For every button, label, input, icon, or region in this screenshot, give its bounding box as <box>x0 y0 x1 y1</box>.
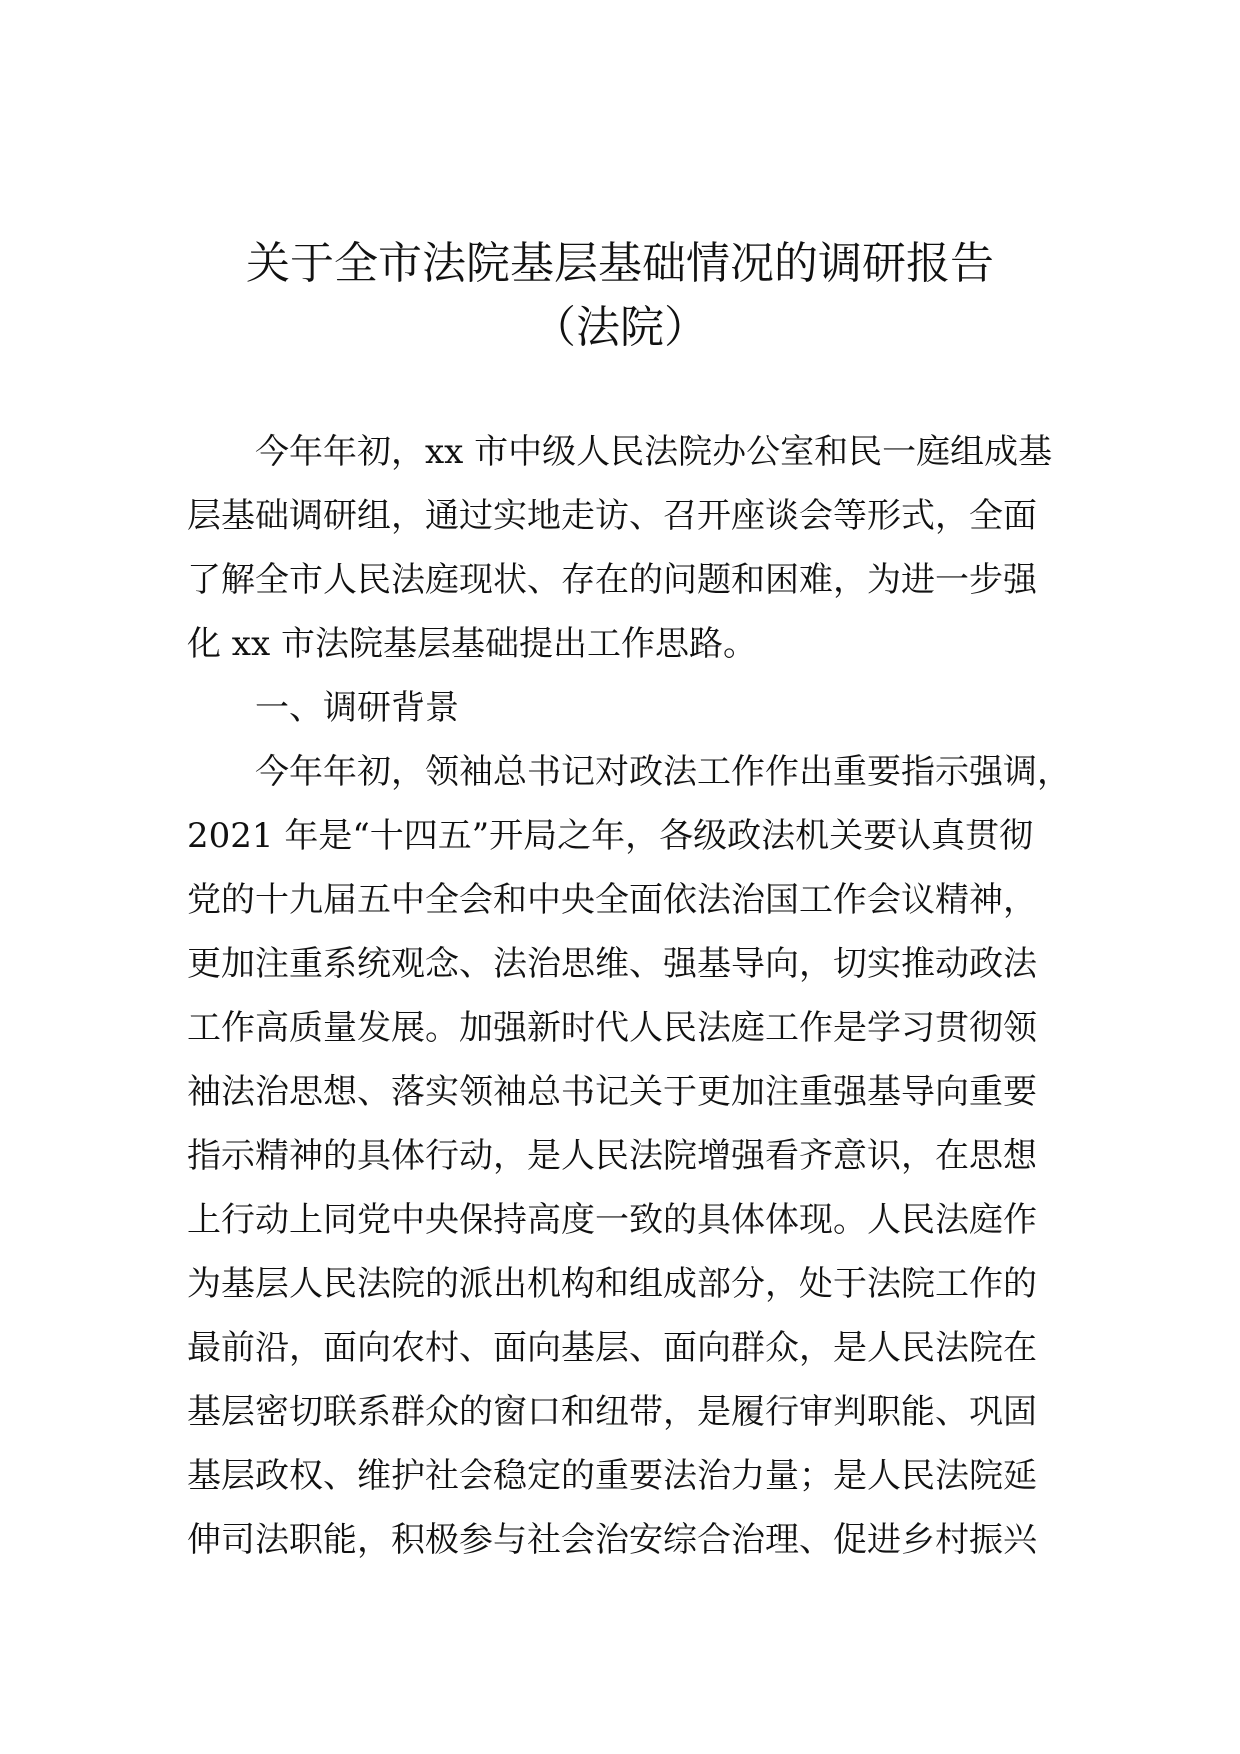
body-line: 今年年初，xx 市中级人民法院办公室和民一庭组成基 <box>187 432 1053 472</box>
body-line: 层基础调研组，通过实地走访、召开座谈会等形式，全面 <box>187 496 1037 536</box>
body-line: 今年年初，领袖总书记对政法工作作出重要指示强调， <box>187 752 1071 792</box>
body-line: 工作高质量发展。加强新时代人民法庭工作是学习贯彻领 <box>187 1008 1037 1048</box>
document-title: 关于全市法院基层基础情况的调研报告 <box>246 238 994 289</box>
body-line: 袖法治思想、落实领袖总书记关于更加注重强基导向重要 <box>187 1072 1037 1112</box>
body-line: 最前沿，面向农村、面向基层、面向群众，是人民法院在 <box>187 1328 1037 1368</box>
body-line: 了解全市人民法庭现状、存在的问题和困难，为进一步强 <box>187 560 1037 600</box>
body-line: 党的十九届五中全会和中央全面依法治国工作会议精神， <box>187 880 1037 920</box>
body-line: 化 xx 市法院基层基础提出工作思路。 <box>187 624 757 664</box>
body-line: 伸司法职能，积极参与社会治安综合治理、促进乡村振兴 <box>187 1520 1037 1560</box>
body-line: 上行动上同党中央保持高度一致的具体体现。人民法庭作 <box>187 1200 1037 1240</box>
body-line: 指示精神的具体行动，是人民法院增强看齐意识，在思想 <box>187 1136 1037 1176</box>
section-heading: 一、调研背景 <box>187 688 459 728</box>
document-subtitle: （法院） <box>532 302 708 353</box>
body-line: 基层密切联系群众的窗口和纽带，是履行审判职能、巩固 <box>187 1392 1037 1432</box>
body-line: 2021 年是“十四五”开局之年，各级政法机关要认真贯彻 <box>187 816 1034 856</box>
body-line: 基层政权、维护社会稳定的重要法治力量；是人民法院延 <box>187 1456 1037 1496</box>
body-line: 为基层人民法院的派出机构和组成部分，处于法院工作的 <box>187 1264 1037 1304</box>
body-line: 更加注重系统观念、法治思维、强基导向，切实推动政法 <box>187 944 1037 984</box>
